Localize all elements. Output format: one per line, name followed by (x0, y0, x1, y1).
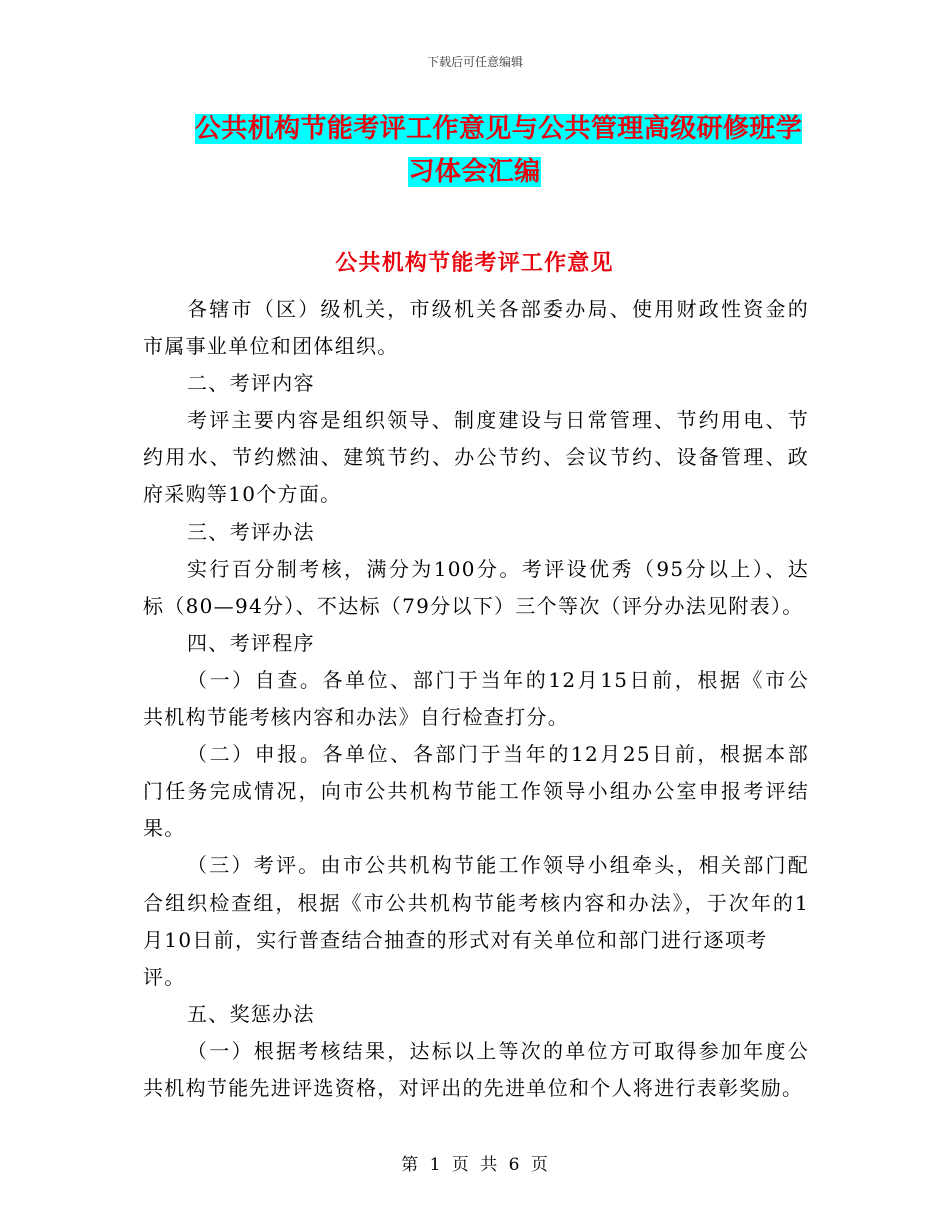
paragraph-line: 标（80—94分）、不达标（79分以下）三个等次（评分办法见附表）。 (143, 593, 804, 618)
document-title (143, 108, 806, 194)
paragraph (143, 847, 809, 995)
document-body (143, 291, 809, 1107)
paragraph-line: （一）自查。各单位、部门于当年的12月15日前，根据《市公 (187, 667, 809, 692)
paragraph-line: 市属事业单位和团体组织。 (143, 334, 399, 359)
paragraph-line: 三、考评办法 (187, 519, 315, 544)
paragraph (143, 514, 809, 551)
paragraph-line: 二、考评内容 (187, 371, 315, 396)
paragraph-line: 约用水、节约燃油、建筑节约、办公节约、会议节约、设备管理、政 (143, 445, 809, 470)
paragraph-line: 合组织检查组，根据《市公共机构节能考核内容和办法》，于次年的1 (143, 890, 809, 915)
document-title-text: 公共机构节能考评工作意见与公共管理高级研修班学 (194, 114, 803, 144)
header-note: 下载后可任意编辑 (426, 55, 523, 69)
paragraph-line: 门任务完成情况，向市公共机构节能工作领导小组办公室申报考评结 (143, 779, 809, 804)
paragraph-line: 考评主要内容是组织领导、制度建设与日常管理、节约用电、节 (187, 408, 809, 433)
paragraph (143, 996, 809, 1033)
paragraph (143, 662, 809, 736)
paragraph (143, 1033, 809, 1107)
paragraph (143, 736, 809, 847)
paragraph-line: （一）根据考核结果，达标以上等次的单位方可取得参加年度公 (187, 1038, 809, 1063)
paragraph (143, 291, 809, 365)
paragraph-line: 府采购等10个方面。 (143, 482, 342, 507)
paragraph (143, 625, 809, 662)
paragraph-line: 共机构节能考核内容和办法》自行检查打分。 (143, 705, 569, 730)
paragraph-line: 共机构节能先进评选资格，对评出的先进单位和个人将进行表彰奖励。 (143, 1075, 804, 1100)
paragraph-line: 月10日前，实行普查结合抽查的形式对有关单位和部门进行逐项考评。 (143, 927, 768, 989)
document-title-line (143, 151, 806, 194)
paragraph-line: 五、奖惩办法 (187, 1001, 315, 1026)
paragraph (143, 365, 809, 402)
paragraph (143, 402, 809, 513)
paragraph-line: 四、考评程序 (187, 630, 315, 655)
page-number-footer: 第 1 页 共 6 页 (401, 1155, 549, 1175)
paragraph-line: （二）申报。各单位、各部门于当年的12月25日前，根据本部 (187, 742, 809, 767)
document-title-text: 习体会汇编 (408, 157, 541, 187)
paragraph-line: 实行百分制考核，满分为100分。考评设优秀（95分以上）、达 (187, 556, 809, 581)
paragraph-line: 果。 (143, 816, 186, 841)
section-title: 公共机构节能考评工作意见 (335, 250, 614, 276)
paragraph-line: 各辖市（区）级机关，市级机关各部委办局、使用财政性资金的 (187, 297, 809, 321)
paragraph-line: （三）考评。由市公共机构节能工作领导小组牵头，相关部门配 (187, 853, 809, 878)
document-title-line (143, 108, 806, 151)
paragraph (143, 551, 809, 625)
